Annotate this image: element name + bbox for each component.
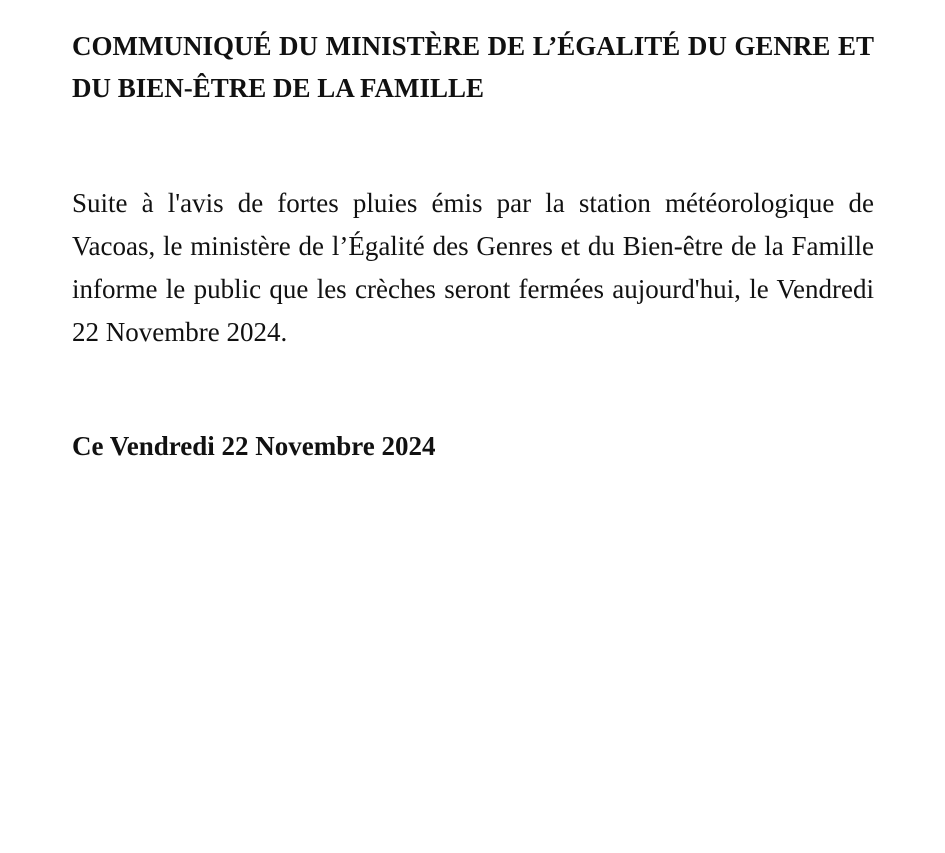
communique-title: COMMUNIQUÉ DU MINISTÈRE DE L’ÉGALITÉ DU GENRE ET DU BIEN-ÊTRE DE LA FAMILLE — [72, 31, 874, 103]
communique-date: Ce Vendredi 22 Novembre 2024 — [72, 431, 436, 461]
communique-body: Suite à l'avis de fortes pluies émis par la station météorologique de Vacoas, le ministère de l’Égalité des Genres et du Bien-être de la Famille informe le public que les crèches seront fermées aujourd'hui, le Vendredi 22 Novembre 2024. — [72, 188, 874, 347]
